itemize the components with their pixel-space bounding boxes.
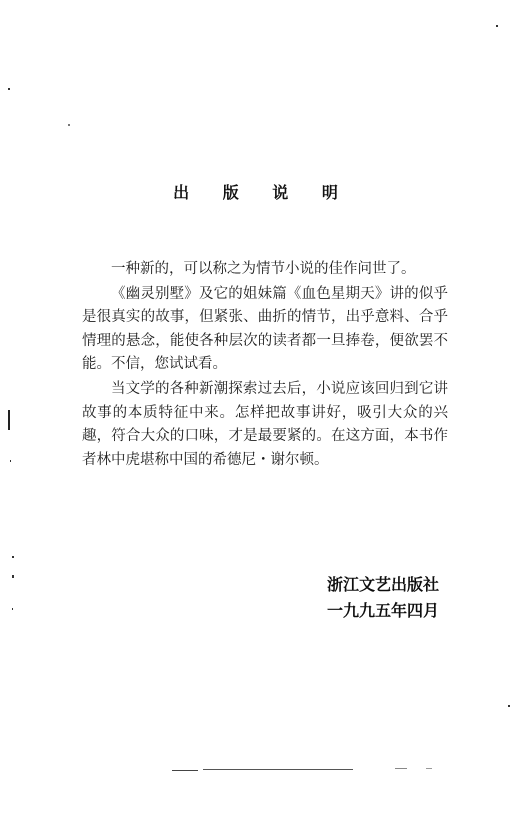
scan-speck — [12, 608, 13, 610]
bottom-scan-line — [395, 768, 407, 769]
paragraph-1: 一种新的，可以称之为情节小说的佳作问世了。 — [111, 261, 416, 277]
scan-speck — [68, 124, 70, 126]
paragraph-3: 当文学的各种新潮探索过去后，小说应该回归到它讲故事的本质特征中来。怎样把故事讲好，吸引大众的兴趣，符合大众的口味，才是最要紧的。在这方面，本书作者林中虎堪称中国的希德尼・谢尔顿。 — [82, 380, 448, 468]
scan-speck — [12, 556, 14, 558]
scan-speck — [496, 25, 498, 27]
scan-speck — [508, 705, 510, 707]
publisher-name: 浙江文艺出版社 — [326, 575, 439, 594]
publication-date: 一九九五年四月 — [326, 601, 439, 620]
paragraph-2: 《幽灵别墅》及它的姐妹篇《血色星期天》讲的似乎是很真实的故事，但紧张、曲折的情节，出乎意料、合乎情理的悬念，能使各种层次的读者都一旦捧卷，便欲罢不能。不信，您试试看。 — [82, 285, 448, 373]
signature-block — [289, 572, 439, 624]
scan-speck — [8, 88, 10, 90]
bottom-scan-line — [426, 768, 432, 769]
scan-mark — [8, 410, 10, 430]
preface-body — [82, 258, 448, 473]
bottom-scan-line — [172, 770, 198, 771]
scan-speck — [10, 460, 11, 462]
bottom-scan-line — [203, 769, 353, 770]
scan-speck — [12, 575, 14, 578]
page-title: 出 版 说 明 — [173, 183, 352, 202]
